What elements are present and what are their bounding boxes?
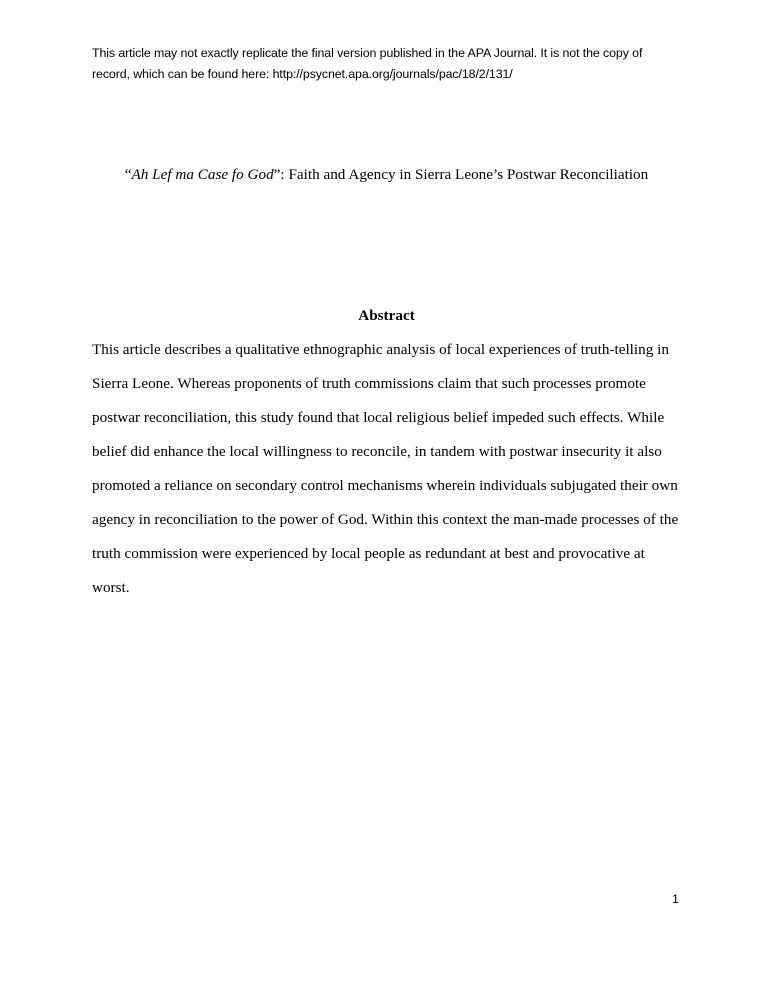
abstract-line: Sierra Leone. Whereas proponents of truth commissions claim that such processes promote bbox=[92, 375, 646, 392]
article-title bbox=[0, 164, 773, 186]
title-open-quote: “ bbox=[124, 166, 132, 183]
notice-line: record, which can be found here: http://psycnet.apa.org/journals/pac/18/2/131/ bbox=[92, 67, 513, 81]
abstract-body bbox=[92, 339, 692, 611]
title-rest: ”: Faith and Agency in Sierra Leone’s Postwar Reconciliation bbox=[273, 166, 649, 183]
notice-line: This article may not exactly replicate the final version published in the APA Journal. It is not the copy of bbox=[92, 46, 643, 60]
abstract-line: worst. bbox=[92, 579, 130, 596]
abstract-line: This article describes a qualitative ethnographic analysis of local experiences of truth-telling in bbox=[92, 341, 669, 358]
abstract-line: postwar reconciliation, this study found that local religious belief impeded such effects. While bbox=[92, 409, 665, 426]
abstract-heading: Abstract bbox=[358, 307, 415, 324]
abstract-line: agency in reconciliation to the power of God. Within this context the man-made processes of the bbox=[92, 511, 679, 528]
copyright-notice bbox=[92, 43, 692, 85]
title-italic: Ah Lef ma Case fo God bbox=[131, 166, 274, 183]
page-number: 1 bbox=[672, 892, 679, 906]
abstract-line: promoted a reliance on secondary control mechanisms wherein individuals subjugated their own bbox=[92, 477, 678, 494]
abstract-line: truth commission were experienced by local people as redundant at best and provocative at bbox=[92, 545, 645, 562]
abstract-line: belief did enhance the local willingness to reconcile, in tandem with postwar insecurity it also bbox=[92, 443, 662, 460]
